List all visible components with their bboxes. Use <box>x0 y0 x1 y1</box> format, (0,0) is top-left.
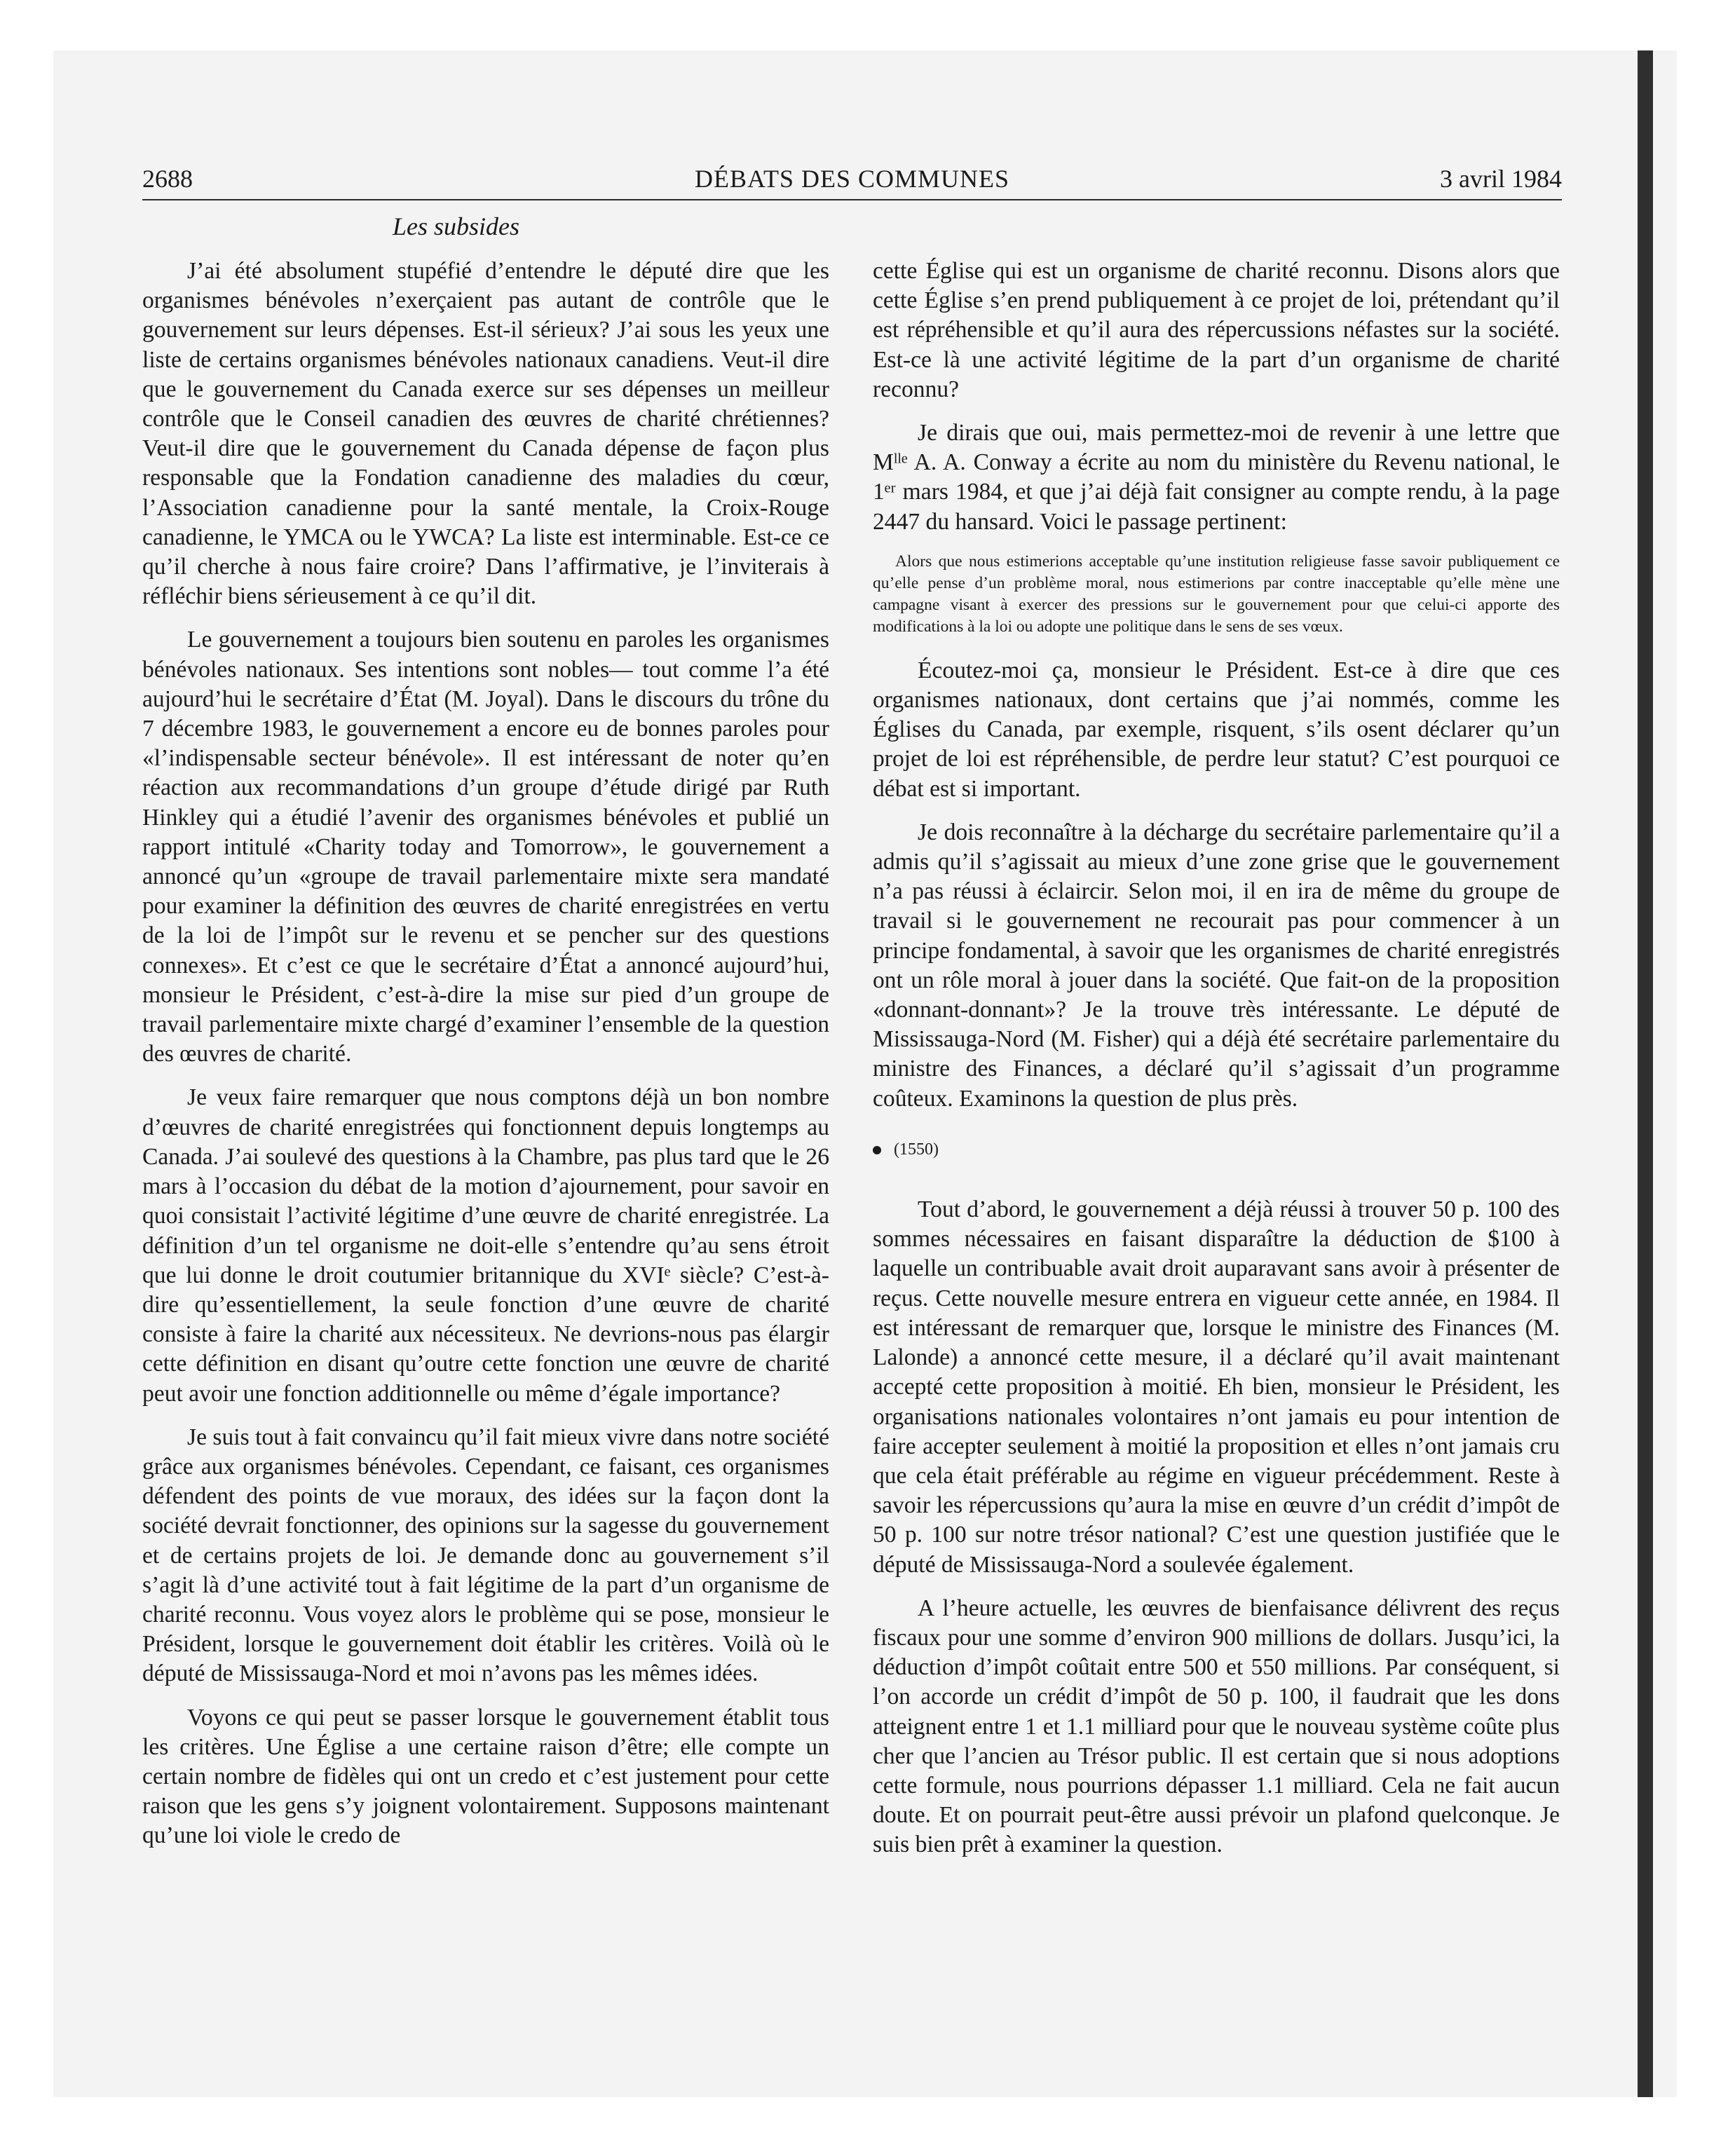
bullet-icon <box>873 1146 881 1154</box>
publication-date: 3 avril 1984 <box>1440 165 1562 193</box>
block-quote: Alors que nous estimerions acceptable qu’une institution religieuse fasse savoir publiquement ce qu’elle pense d’un problème moral, nous estimerions par contre inacceptable qu’elle mène une campagne visant à exercer des pressions sur le gouvernement pour que celui-ci apporte des modifications à la loi ou adopte une politique dans le sens de ses vœux. <box>873 552 1560 636</box>
publication-title: DÉBATS DES COMMUNES <box>694 165 1010 193</box>
binding-edge <box>1638 50 1653 2097</box>
right-column <box>873 257 1560 1874</box>
paragraph: Tout d’abord, le gouvernement a déjà réussi à trouver 50 p. 100 des sommes nécessaires en faisant disparaître la déduction de $100 à laquelle un contribuable avait droit auparavant sans avoir à présenter de reçus. Cette nouvelle mesure entrera en vigueur cette année, en 1984. Il est intéressant de remarquer que, lorsque le ministre des Finances (M. Lalonde) a annoncé cette mesure, il a déclaré qu’il avait maintenant accepté cette proposition à moitié. Eh bien, monsieur le Président, les organisations nationales volontaires n’ont jamais eu pour intention de faire accepter seulement à moitié la proposition et elles n’ont jamais cru que cela était préférable au régime en vigueur précédemment. Reste à savoir les répercussions qu’aura la mise en œuvre d’un crédit d’impôt de 50 p. 100 sur notre trésor national? C’est une question justifiée que le député de Mississauga-Nord a soulevée également. <box>873 1196 1560 1578</box>
paragraph: Je veux faire remarquer que nous comptons déjà un bon nombre d’œuvres de charité enregistrées qui fonctionnent depuis longtemps au Canada. J’ai soulevé des questions à la Chambre, pas plus tard que le 26 mars à l’occasion du débat de la motion d’ajournement, pour savoir en quoi consistait l’activité légitime d’une œuvre de charité enregistrée. La définition d’un tel organisme ne doit-elle s’entendre qu’au sens étroit que lui donne le droit coutumier britannique du XVIᵉ siècle? C’est-à-dire qu’essentiellement, la seule fonction d’une œuvre de charité consiste à faire la charité aux nécessiteux. Ne devrions-nous pas élargir cette définition en disant qu’outre cette fonction une œuvre de charité peut avoir une fonction additionnelle ou même d’égale importance? <box>142 1084 829 1407</box>
paragraph: A l’heure actuelle, les œuvres de bienfaisance délivrent des reçus fiscaux pour une somme d’environ 900 millions de dollars. Jusqu’ici, la déduction d’impôt coûtait entre 500 et 550 millions. Par conséquent, si l’on accorde un crédit d’impôt de 50 p. 100, il faudrait que les dons atteignent entre 1 et 1.1 milliard pour que le nouveau système coûte plus cher que l’ancien au Trésor public. Il est certain que si nous adoptions cette formule, nous pourrions dépasser 1.1 milliard. Cela ne fait aucun doute. Et on pourrait peut-être aussi prévoir un plafond quelconque. Je suis bien prêt à examiner la question. <box>873 1595 1560 1858</box>
section-title: Les subsides <box>393 212 520 240</box>
left-column <box>142 257 829 1865</box>
paragraph: Je dirais que oui, mais permettez-moi de revenir à une lettre que Mˡˡᵉ A. A. Conway a écrite au nom du ministère du Revenu national, le 1ᵉʳ mars 1984, et que j’ai déjà fait consigner au compte rendu, à la page 2447 du hansard. Voici le passage pertinent: <box>873 420 1560 535</box>
paragraph: Écoutez-moi ça, monsieur le Président. Est-ce à dire que ces organismes nationaux, dont certains que j’ai nommés, comme les Églises du Canada, par exemple, risquent, s’ils osent déclarer qu’un projet de loi est répréhensible, de perdre leur statut? C’est pourquoi ce débat est si important. <box>873 657 1560 802</box>
paragraph: Je suis tout à fait convaincu qu’il fait mieux vivre dans notre société grâce aux organismes bénévoles. Cependant, ce faisant, ces organismes défendent des points de vue moraux, des idées sur la façon dont la société devrait fonctionner, des opinions sur la sagesse du gouvernement et de certains projets de loi. Je demande donc au gouvernement s’il s’agit là d’une activité tout à fait légitime de la part d’un organisme de charité reconnu. Vous voyez alors le problème qui se pose, monsieur le Président, lorsque le gouvernement doit établir les critères. Voilà où le député de Mississauga-Nord et moi n’avons pas les mêmes idées. <box>142 1424 829 1687</box>
page-number: 2688 <box>142 165 193 193</box>
page-header <box>142 160 1562 200</box>
timecode-label: (1550) <box>894 1140 939 1159</box>
paragraph: cette Église qui est un organisme de charité reconnu. Disons alors que cette Église s’en prend publiquement à ce projet de loi, prétendant qu’il est répréhensible et qu’il aura des répercussions néfastes sur la société. Est-ce là une activité légitime de la part d’un organisme de charité reconnu? <box>873 258 1560 402</box>
timecode <box>873 1135 1560 1164</box>
paragraph: Voyons ce qui peut se passer lorsque le gouvernement établit tous les critères. Une Église a une certaine raison d’être; elle compte un certain nombre de fidèles qui ont un credo et c’est justement pour cette raison que les gens s’y joignent volontairement. Supposons maintenant qu’une loi viole le credo de <box>142 1704 829 1849</box>
paragraph: Je dois reconnaître à la décharge du secrétaire parlementaire qu’il a admis qu’il s’agissait au mieux d’une zone grise que le gouvernement n’a pas réussi à éclaircir. Selon moi, il en ira de même du groupe de travail si le gouvernement ne recourait pas pour commencer à un principe fondamental, à savoir que les organismes de charité enregistrés ont un rôle moral à jouer dans la société. Que fait-on de la proposition «donnant-donnant»? Je la trouve très intéressante. Le député de Mississauga-Nord (M. Fisher) qui a déjà été secrétaire parlementaire du ministre des Finances, a déclaré qu’il s’agissait d’un programme coûteux. Examinons la question de plus près. <box>873 819 1560 1112</box>
paragraph: J’ai été absolument stupéfié d’entendre le député dire que les organismes bénévoles n’exerçaient pas autant de contrôle que le gouvernement sur leurs dépenses. Est-il sérieux? J’ai sous les yeux une liste de certains organismes bénévoles nationaux canadiens. Veut-il dire que le gouvernement du Canada exerce sur ses dépenses un meilleur contrôle que le Conseil canadien des œuvres de charité chrétiennes? Veut-il dire que le gouvernement du Canada dépense de façon plus responsable que la Fondation canadienne des maladies du cœur, l’Association canadienne pour la santé mentale, la Croix-Rouge canadienne, le YMCA ou le YWCA? La liste est interminable. Est-ce ce qu’il cherche à nous faire croire? Dans l’affirmative, je l’inviterais à réfléchir biens sérieusement à ce qu’il dit. <box>142 258 829 610</box>
paragraph: Le gouvernement a toujours bien soutenu en paroles les organismes bénévoles nationaux. Ses intentions sont nobles— tout comme l’a été aujourd’hui le secrétaire d’État (M. Joyal). Dans le discours du trône du 7 décembre 1983, le gouvernement a encore eu de bonnes paroles pour «l’indispensable secteur bénévole». Il est intéressant de noter qu’en réaction aux recommandations d’un groupe d’étude dirigé par Ruth Hinkley qui a étudié l’avenir des organismes bénévoles et publié un rapport intitulé «Charity today and Tomorrow», le gouvernement a annoncé qu’un «groupe de travail parlementaire mixte sera mandaté pour examiner la définition des œuvres de charité enregistrées en vertu de la loi de l’impôt sur le revenu et se pencher sur des questions connexes». Et c’est ce que le secrétaire d’État a annoncé aujourd’hui, monsieur le Président, c’est-à-dire la mise sur pied d’un groupe de travail parlementaire mixte chargé d’examiner l’ensemble de la question des œuvres de charité. <box>142 627 829 1067</box>
